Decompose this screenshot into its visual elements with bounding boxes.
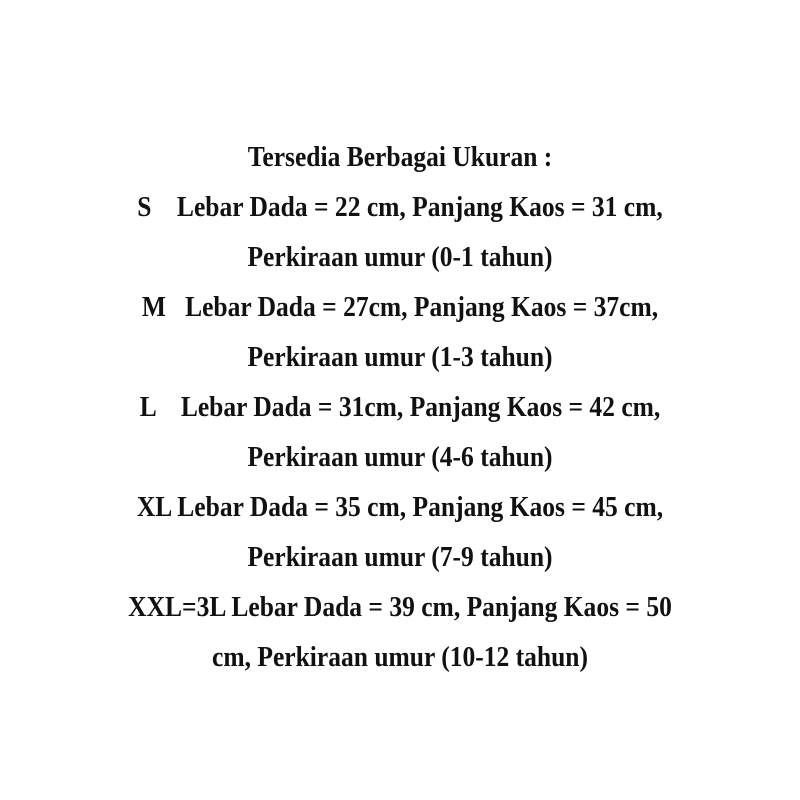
- size-s-measurements: S Lebar Dada = 22 cm, Panjang Kaos = 31 cm,: [137, 191, 663, 223]
- size-xl-age: Perkiraan umur (7-9 tahun): [247, 541, 553, 573]
- size-xxl-measurements: XXL=3L Lebar Dada = 39 cm, Panjang Kaos = 50: [128, 591, 672, 623]
- size-l-measurements: L Lebar Dada = 31cm, Panjang Kaos = 42 cm,: [139, 391, 661, 423]
- size-l-age: Perkiraan umur (4-6 tahun): [247, 441, 553, 473]
- size-xl-measurements: XL Lebar Dada = 35 cm, Panjang Kaos = 45 cm,: [136, 491, 664, 523]
- size-xxl-age: cm, Perkiraan umur (10-12 tahun): [212, 641, 588, 673]
- size-m-age: Perkiraan umur (1-3 tahun): [247, 341, 553, 373]
- size-chart-heading: Tersedia Berbagai Ukuran :: [247, 141, 553, 173]
- size-s-age: Perkiraan umur (0-1 tahun): [247, 241, 553, 273]
- size-m-measurements: M Lebar Dada = 27cm, Panjang Kaos = 37cm,: [141, 291, 659, 323]
